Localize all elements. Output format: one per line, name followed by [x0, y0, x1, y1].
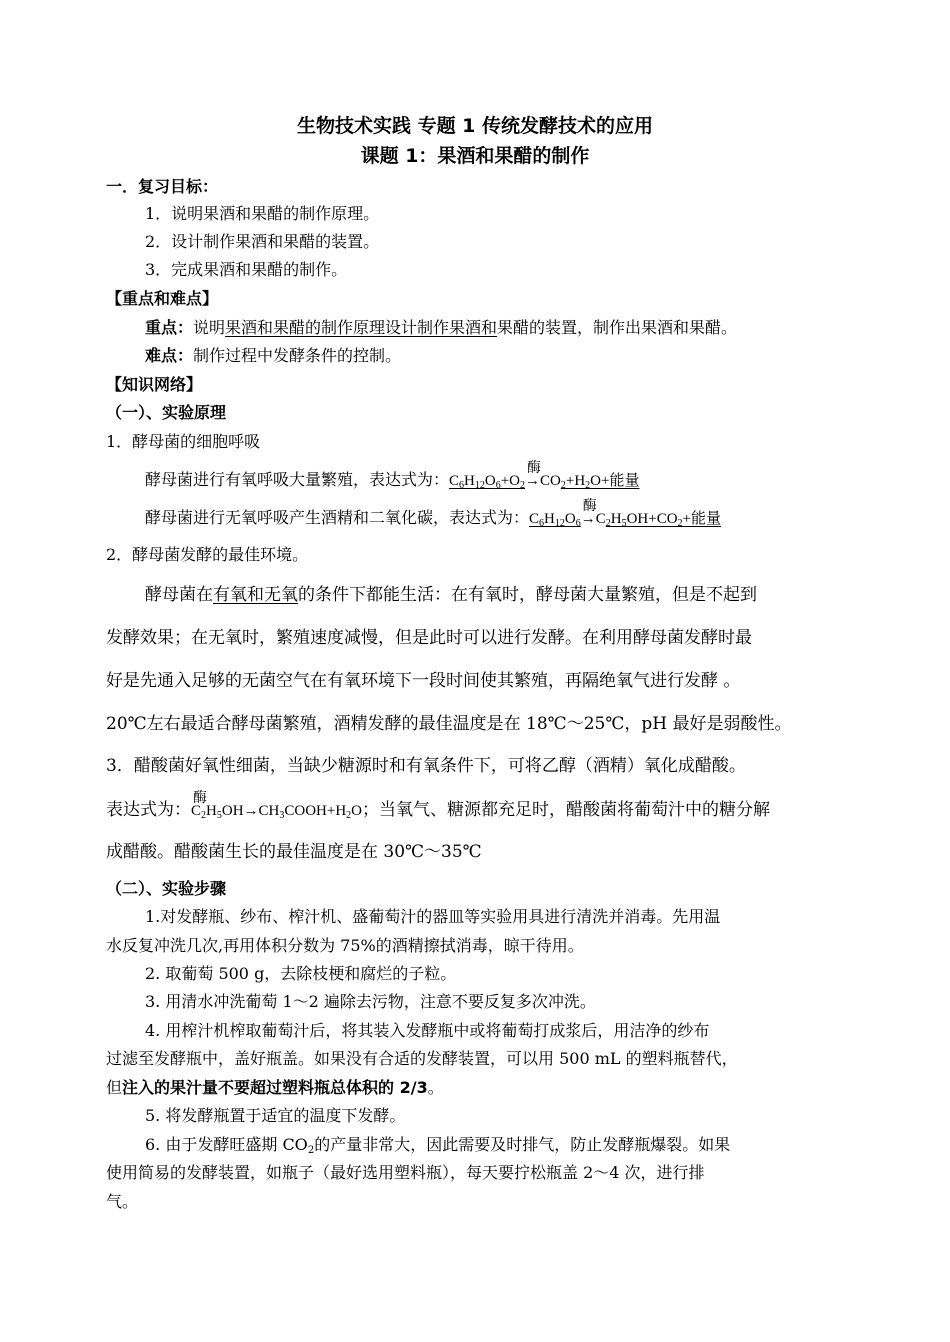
principle-s2: 2．酵母菌发酵的最佳环境。	[106, 545, 309, 564]
step-line-5: 4. 用榨汁机榨取葡萄汁后，将其装入发酵瓶中或将葡萄打成浆后，用洁净的纱布	[145, 1021, 710, 1040]
focus-line	[145, 318, 737, 338]
principle-s1: 1．酵母菌的细胞呼吸	[106, 432, 261, 451]
enzyme-label: 酶	[193, 791, 207, 806]
step-line-7: 但注入的果汁量不要超过塑料瓶总体积的 2/3。	[106, 1078, 444, 1097]
step-line-3: 2. 取葡萄 500 g，去除枝梗和腐烂的子粒。	[145, 964, 457, 983]
page-title: 生物技术实践 专题 1 传统发酵技术的应用	[296, 115, 654, 137]
juice-volume-note: 注入的果汁量不要超过塑料瓶总体积的 2/3	[122, 1078, 428, 1097]
p2-line-3: 好是先通入足够的无菌空气在有氧环境下一段时间使其繁殖，再隔绝氧气进行发酵 。	[106, 671, 741, 691]
focus-post: 果醋的装置，制作出果酒和果醋。	[497, 318, 738, 337]
aerobic-text: 酵母菌进行有氧呼吸大量繁殖，表达式为：	[145, 470, 450, 489]
principle-heading: （一）、实验原理	[106, 403, 227, 422]
step-line-1: 1.对发酵瓶、纱布、榨汁机、盛葡萄汁的器皿等实验用具进行清洗并消毒。先用温	[145, 907, 721, 926]
p2-line-2: 发酵效果；在无氧时，繁殖速度减慢，但是此时可以进行发酵。在利用酵母菌发酵时最	[106, 628, 752, 648]
anaerobic-text: 酵母菌进行无氧呼吸产生酒精和二氧化碳，表达式为：	[145, 508, 530, 527]
focus-underline: 果酒和果醋的制作原理设计制作果酒和	[225, 318, 498, 337]
page-subtitle: 课题 1：果酒和果醋的制作	[360, 145, 590, 167]
step-line-9: 6. 由于发酵旺盛期 $CO_2$的产量非常大，因此需要及时排气，防止发酵瓶爆裂。如果	[145, 1135, 731, 1156]
step-line-8: 5. 将发酵瓶置于适宜的温度下发酵。	[145, 1106, 406, 1125]
p2-line-1: 酵母菌在有氧和无氧的条件下都能生活：在有氧时，酵母菌大量繁殖，但是不起到	[145, 585, 757, 605]
review-item-2: 2．设计制作果酒和果醋的装置。	[145, 232, 380, 251]
p3-line-2: 表达式为： 酶 $C_2H_5OH\to CH_3COOH+H_2O$；当氧气、糖源都充足时，醋酸菌将葡萄汁中的糖分解	[106, 791, 771, 821]
review-item-1: 1．说明果酒和果醋的制作原理。	[145, 204, 380, 223]
network-heading: 【知识网络】	[106, 375, 203, 394]
focus-pre: 说明	[193, 318, 226, 337]
focus-label: 重点：	[145, 318, 194, 337]
aerobic-anaerobic-underline: 有氧和无氧	[213, 585, 298, 605]
aerobic-line	[145, 461, 640, 491]
aerobic-equation: $C_6H_{12}O_6+O_2$ 酶 $\to CO_2+H_2O+$能量	[449, 461, 640, 491]
p3-line-3: 成醋酸。醋酸菌生长的最佳温度是在 30℃～35℃	[106, 842, 482, 862]
review-heading: 一．复习目标：	[106, 177, 219, 196]
difficulty-line	[145, 346, 401, 366]
review-item-3: 3．完成果酒和果醋的制作。	[145, 260, 348, 279]
step-line-2: 水反复冲洗几次,再用体积分数为 75%的酒精擦拭消毒，晾干待用。	[106, 936, 584, 955]
steps-heading: （二）、实验步骤	[106, 879, 227, 898]
step-line-6: 过滤至发酵瓶中，盖好瓶盖。如果没有合适的发酵装置，可以用 500 mL 的塑料瓶替代，	[106, 1049, 738, 1068]
step-line-4: 3. 用清水冲洗葡萄 1～2 遍除去污物，注意不要反复多次冲洗。	[145, 992, 596, 1011]
key-heading: 【重点和难点】	[106, 289, 219, 308]
enzyme-label: 酶	[582, 499, 597, 514]
anaerobic-line	[145, 499, 722, 529]
p2-line-4: 20℃左右最适合酵母菌繁殖，酒精发酵的最佳温度是在 18℃～25℃，pH 最好是弱酸性。	[106, 714, 792, 734]
step-line-11: 气。	[106, 1192, 139, 1211]
step-line-10: 使用简易的发酵装置，如瓶子（最好选用塑料瓶），每天要拧松瓶盖 2～4 次，进行排	[106, 1163, 705, 1182]
enzyme-label: 酶	[527, 461, 542, 476]
difficulty-text: 制作过程中发酵条件的控制。	[193, 346, 402, 365]
p3-line-1: 3．醋酸菌好氧性细菌，当缺少糖源时和有氧条件下，可将乙醇（酒精）氧化成醋酸。	[106, 756, 746, 776]
anaerobic-equation: $C_6H_{12}O_6$ 酶 $\to C_2H_5OH+CO_2+$能量	[529, 499, 722, 529]
acetic-equation: 酶 $C_2H_5OH\to CH_3COOH+H_2O$	[191, 791, 363, 821]
difficulty-label: 难点：	[145, 346, 194, 365]
